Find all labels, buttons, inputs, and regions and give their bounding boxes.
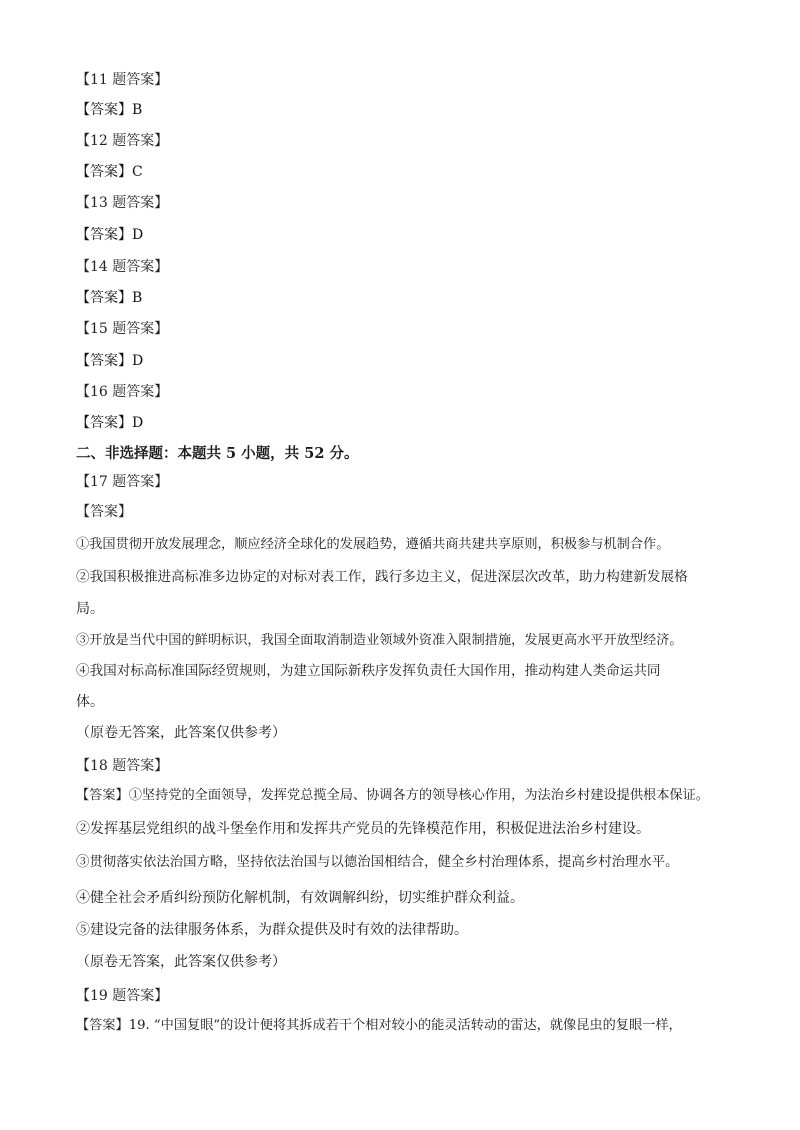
q17-point-4: ④我国对标高标准国际经贸规则，为建立国际新秩序发挥负责任大国作用，推动构建人类命运共同 [76,663,661,679]
q17-answer-tag: 【答案】 [76,504,132,520]
q13-answer: 【答案】D [76,227,144,243]
q17-point-2-cont: 局。 [76,601,104,617]
section-heading: 二、非选择题：本题共 5 小题，共 52 分。 [76,445,359,462]
q18-point-3: ③贯彻落实依法治国方略，坚持依法治国与以德治国相结合，健全乡村治理体系，提高乡村治理水平。 [76,855,679,870]
q16-tag: 【16 题答案】 [76,384,169,400]
q18-tag: 【18 题答案】 [76,758,169,774]
q18-point-4: ④健全社会矛盾纠纷预防化解机制，有效调解纠纷，切实维护群众利益。 [76,890,524,906]
q18-point-1: 【答案】①坚持党的全面领导，发挥党总揽全局、协调各方的领导核心作用，为法治乡村建设提供根本保证。 [76,788,709,803]
q17-point-4-cont: 体。 [76,694,104,710]
q13-tag: 【13 题答案】 [76,195,169,211]
q19-point-1: 【答案】19. “中国复眼”的设计便将其拆成若干个相对较小的能灵活转动的雷达，就像昆虫的复眼一样， [76,1018,682,1033]
q18-point-5: ⑤建设完备的法律服务体系，为群众提供及时有效的法律帮助。 [76,922,468,938]
q16-answer: 【答案】D [76,415,144,431]
q11-answer: 【答案】B [76,102,143,118]
q18-note: （原卷无答案，此答案仅供参考） [76,954,286,970]
q14-answer: 【答案】B [76,290,143,306]
q17-note: （原卷无答案，此答案仅供参考） [76,725,286,741]
q15-answer: 【答案】D [76,353,144,369]
q14-tag: 【14 题答案】 [76,259,169,275]
q17-point-3: ③开放是当代中国的鲜明标识，我国全面取消制造业领域外资准入限制措施，发展更高水平开放型经济。 [76,633,683,648]
q12-tag: 【12 题答案】 [76,133,169,149]
q15-tag: 【15 题答案】 [76,321,169,337]
q19-tag: 【19 题答案】 [76,988,169,1004]
q17-tag: 【17 题答案】 [76,474,169,490]
q17-point-1: ①我国贯彻开放发展理念，顺应经济全球化的发展趋势，遵循共商共建共享原则，积极参与机制合作。 [76,537,670,552]
q17-point-2: ②我国积极推进高标准多边协定的对标对表工作，践行多边主义，促进深层次改革，助力构建新发展格 [76,569,688,585]
q18-point-2: ②发挥基层党组织的战斗堡垒作用和发挥共产党员的先锋模范作用，积极促进法治乡村建设。 [76,821,650,837]
q11-tag: 【11 题答案】 [76,72,169,88]
q12-answer: 【答案】C [76,164,143,180]
